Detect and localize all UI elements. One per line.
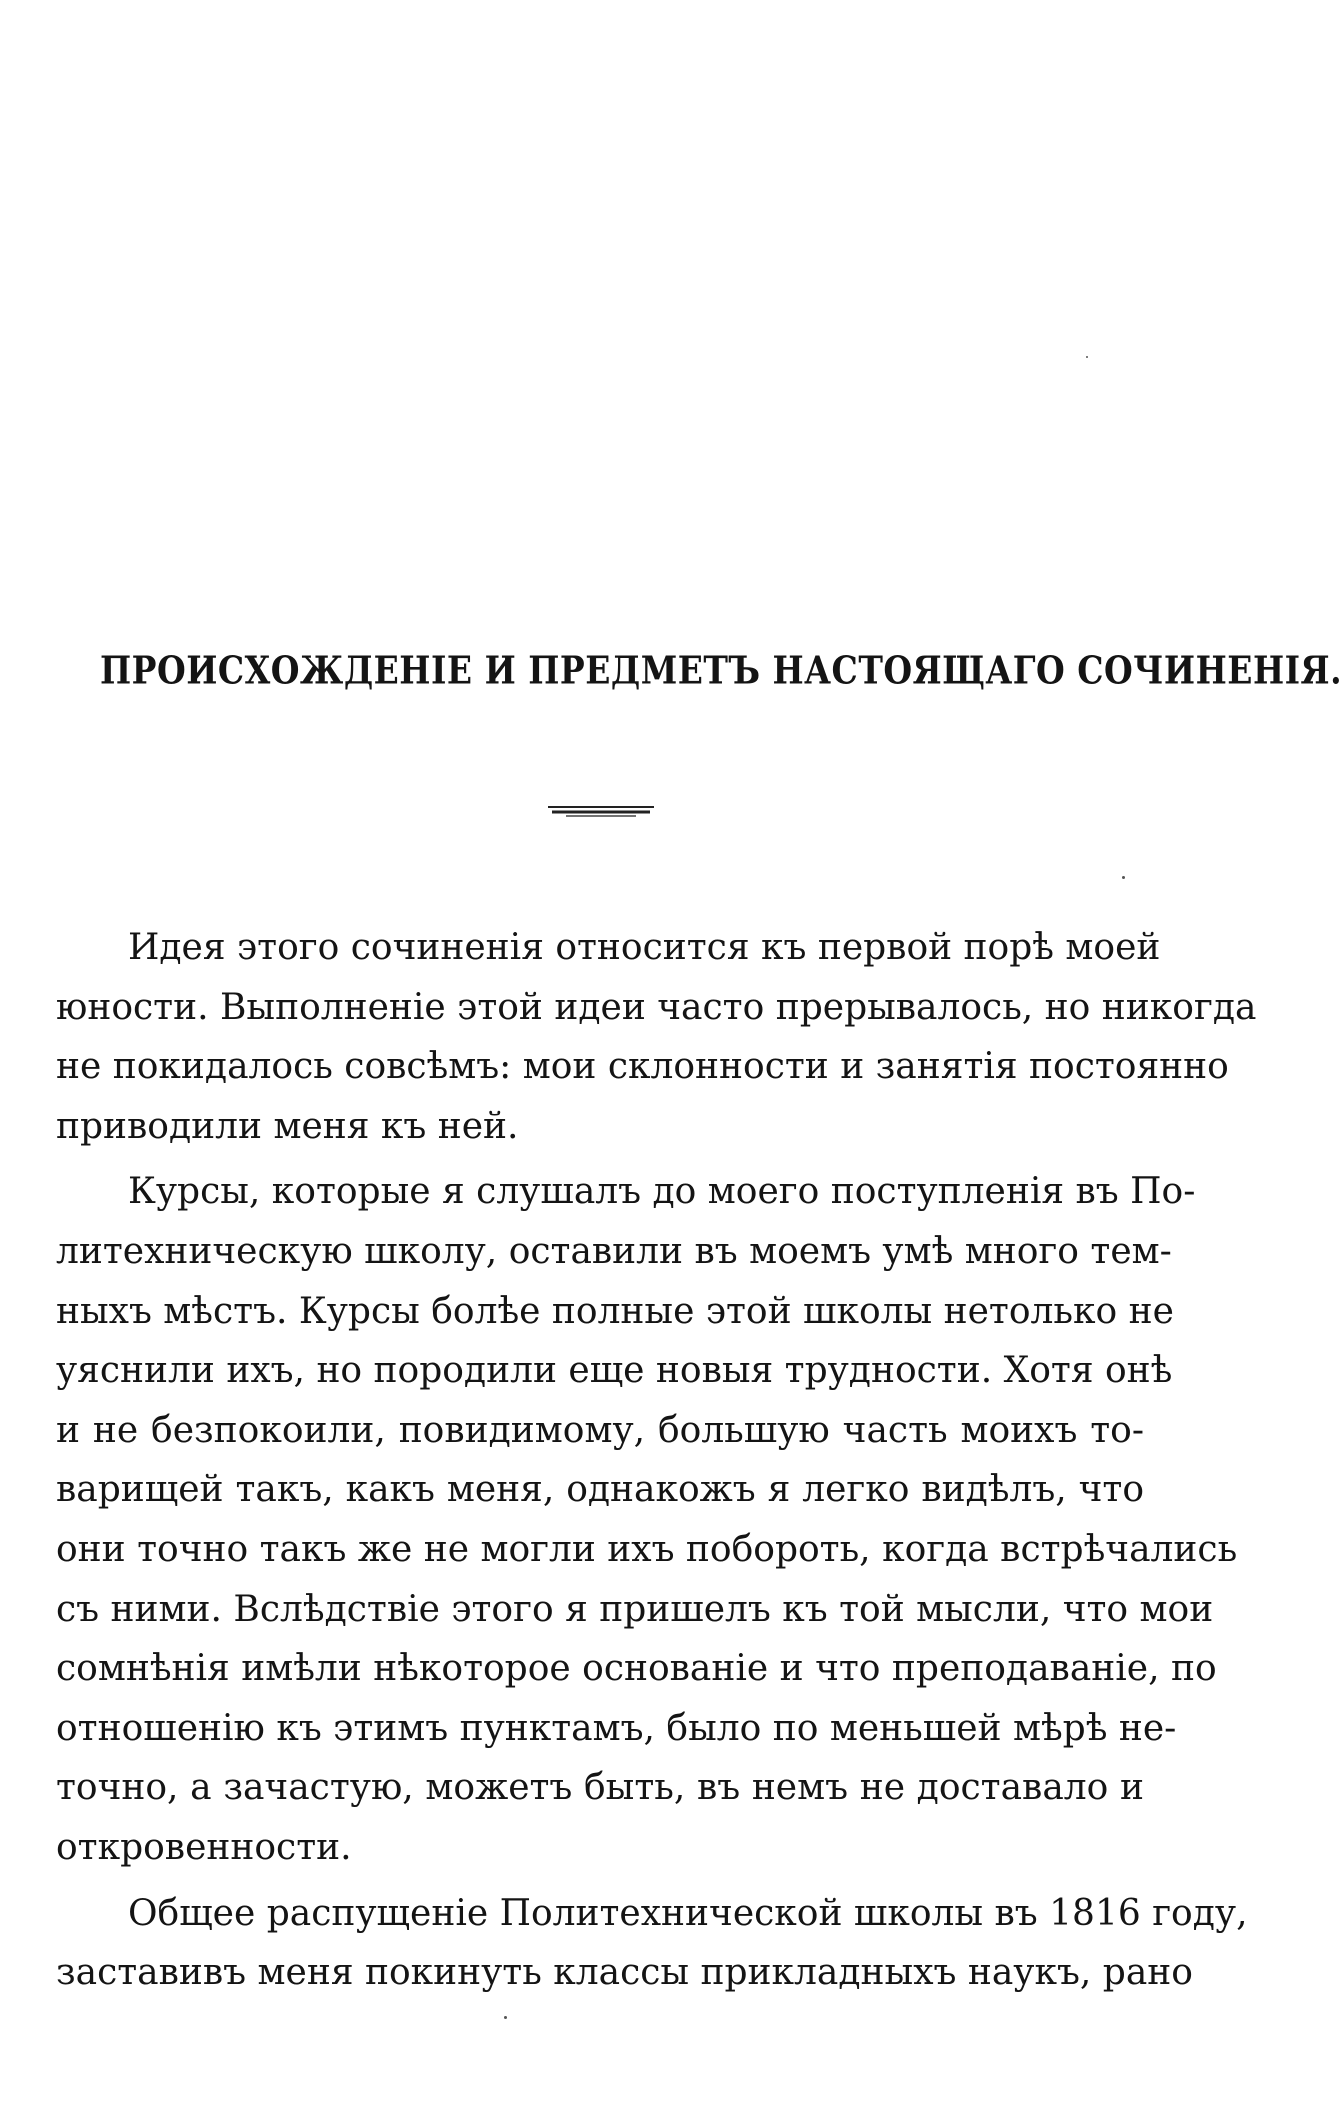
text-line: и не безпокоили, повидимому, большую часть моихъ то-	[56, 1409, 1144, 1451]
text-line: уяснили ихъ, но породили еще новыя трудности. Хотя онѣ	[56, 1350, 1173, 1392]
text-line: сомнѣнія имѣли нѣкоторое основаніе и что преподаваніе, по	[56, 1648, 1217, 1690]
paragraph-2	[56, 1162, 1238, 1877]
text-line: не покидалось совсѣмъ: мои склонности и занятія постоянно	[56, 1046, 1229, 1088]
text-line: Идея этого сочиненія относится къ первой порѣ моей	[128, 927, 1161, 968]
text-line: съ ними. Вслѣдствіе этого я пришелъ къ той мысли, что мои	[56, 1588, 1214, 1630]
text-line: варищей такъ, какъ меня, однакожъ я легко видѣлъ, что	[56, 1469, 1144, 1511]
text-line: откровенности.	[56, 1826, 352, 1868]
chapter-title: ПРОИСХОЖДЕНІЕ И ПРЕДМЕТЪ НАСТОЯЩАГО СОЧИНЕНІЯ.	[100, 648, 1342, 693]
text-line: литехническую школу, оставили въ моемъ умѣ много тем-	[56, 1230, 1172, 1272]
text-line: отношенію къ этимъ пунктамъ, было по меньшей мѣрѣ не-	[56, 1707, 1177, 1749]
text-line: точно, а зачастую, можетъ быть, въ немъ не доставало и	[56, 1767, 1144, 1809]
text-line: заставивъ меня покинуть классы прикладныхъ наукъ, рано	[56, 1952, 1193, 1994]
text-line: приводили меня къ ней.	[56, 1105, 519, 1147]
text-line: Общее распущеніе Политехнической школы въ 1816 году,	[128, 1892, 1248, 1934]
paragraph-1	[56, 918, 1257, 1156]
text-line: Курсы, которые я слушалъ до моего поступленія въ По-	[128, 1171, 1196, 1213]
title-divider	[548, 804, 654, 818]
scan-speck	[1086, 356, 1088, 358]
scan-speck	[504, 2016, 507, 2019]
paragraph-3	[56, 1884, 1248, 2003]
scan-speck	[1122, 876, 1125, 879]
body-text	[56, 918, 1257, 2003]
text-line: ныхъ мѣстъ. Курсы болѣе полные этой школы нетолько не	[56, 1290, 1174, 1332]
text-line: юности. Выполненіе этой идеи часто прерывалось, но никогда	[56, 986, 1257, 1028]
text-line: они точно такъ же не могли ихъ побороть, когда встрѣчались	[56, 1528, 1238, 1570]
